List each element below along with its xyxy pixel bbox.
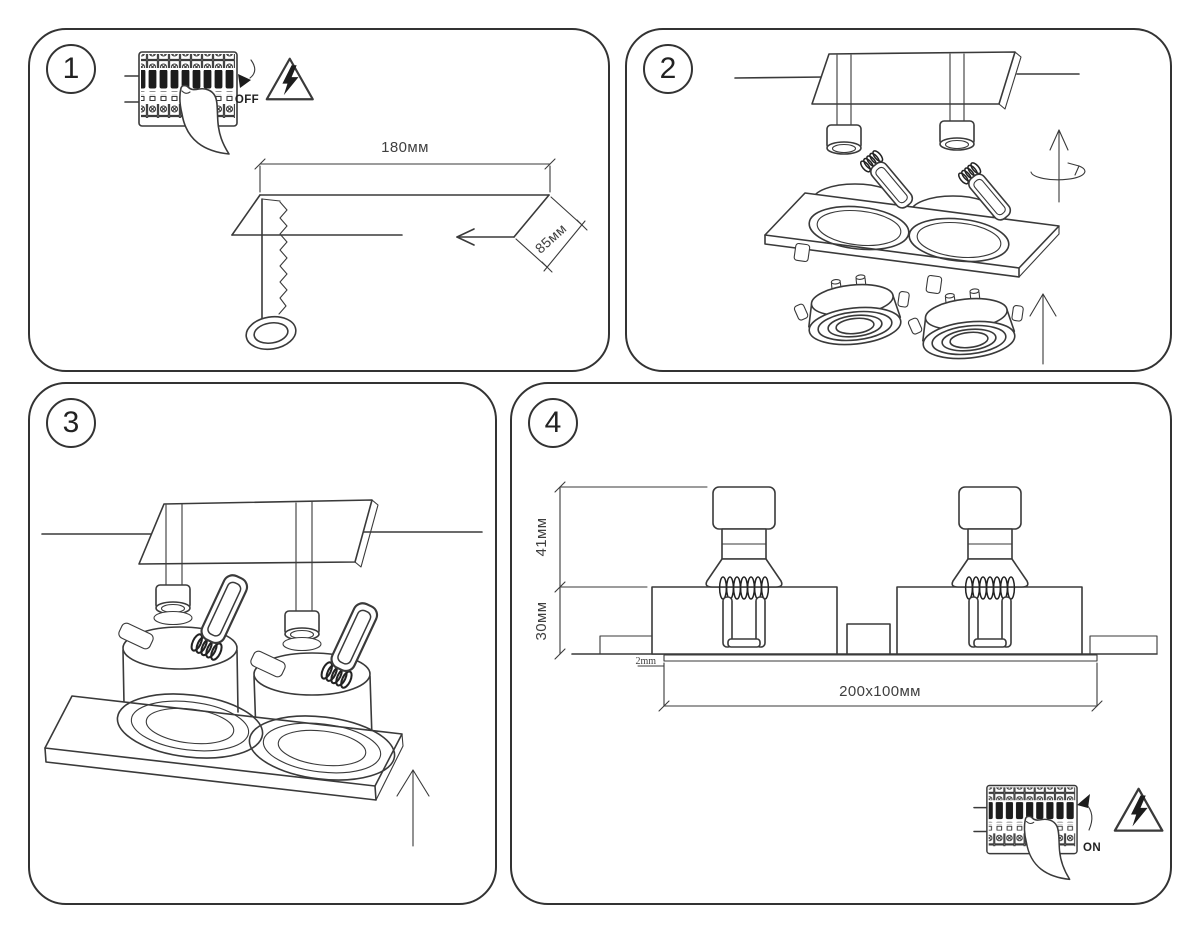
- cutout-size-label: 200x100мм: [839, 683, 921, 700]
- step-4-illustration: [512, 384, 1170, 903]
- spring-clip-icon: [189, 571, 252, 661]
- lamp-socket-icon: [940, 121, 974, 150]
- switch-off-label: OFF: [234, 94, 260, 106]
- cut-direction-arrow-icon: [457, 229, 514, 245]
- step-4-panel: [510, 382, 1172, 905]
- step-2-badge: 2: [643, 44, 693, 94]
- step-1-badge: 1: [46, 44, 96, 94]
- switch-on-label: ON: [1082, 842, 1102, 854]
- ceiling-hole-drawing: [735, 52, 1079, 154]
- step-1-panel: [28, 28, 610, 372]
- step-3-panel: [28, 382, 497, 905]
- breaker-icon: [974, 786, 1077, 880]
- rotate-arrow-icon: [1031, 130, 1085, 202]
- step-2-panel: [625, 28, 1172, 372]
- step-1-illustration: [30, 30, 608, 370]
- assembled-fixture-drawing: [42, 500, 482, 800]
- flange-thickness-label: 2mm: [635, 656, 656, 667]
- height-above-label: 41мм: [533, 517, 550, 557]
- breaker-icon: [125, 52, 237, 154]
- insert-up-arrow-icon: [1030, 294, 1056, 364]
- gu10-lamp-icon: [791, 270, 915, 350]
- cross-section-drawing: [533, 482, 1157, 711]
- gu10-lamp-icon: [905, 284, 1029, 364]
- body-height-label: 30мм: [533, 601, 550, 641]
- switch-on-arrow-icon: [1077, 794, 1092, 830]
- switch-off-arrow-icon: [238, 60, 255, 88]
- step-3-illustration: [30, 384, 495, 903]
- keyhole-saw-icon: [244, 199, 298, 353]
- mounting-frame-drawing: [765, 149, 1059, 294]
- step-3-badge: 3: [46, 398, 96, 448]
- insert-up-arrow-icon: [397, 770, 429, 846]
- lamp-socket-icon: [285, 611, 319, 640]
- hazard-triangle-icon: [1115, 789, 1163, 831]
- lamp-socket-icon: [827, 125, 861, 154]
- hazard-triangle-icon: [267, 59, 313, 99]
- step-2-illustration: [627, 30, 1170, 370]
- spring-clip-icon: [319, 599, 382, 689]
- cut-depth-label: 85мм: [531, 220, 570, 257]
- step-4-badge: 4: [528, 398, 578, 448]
- ceiling-cutout-drawing: [232, 139, 587, 353]
- lamp-socket-icon: [156, 585, 190, 614]
- cut-width-label: 180мм: [381, 139, 429, 156]
